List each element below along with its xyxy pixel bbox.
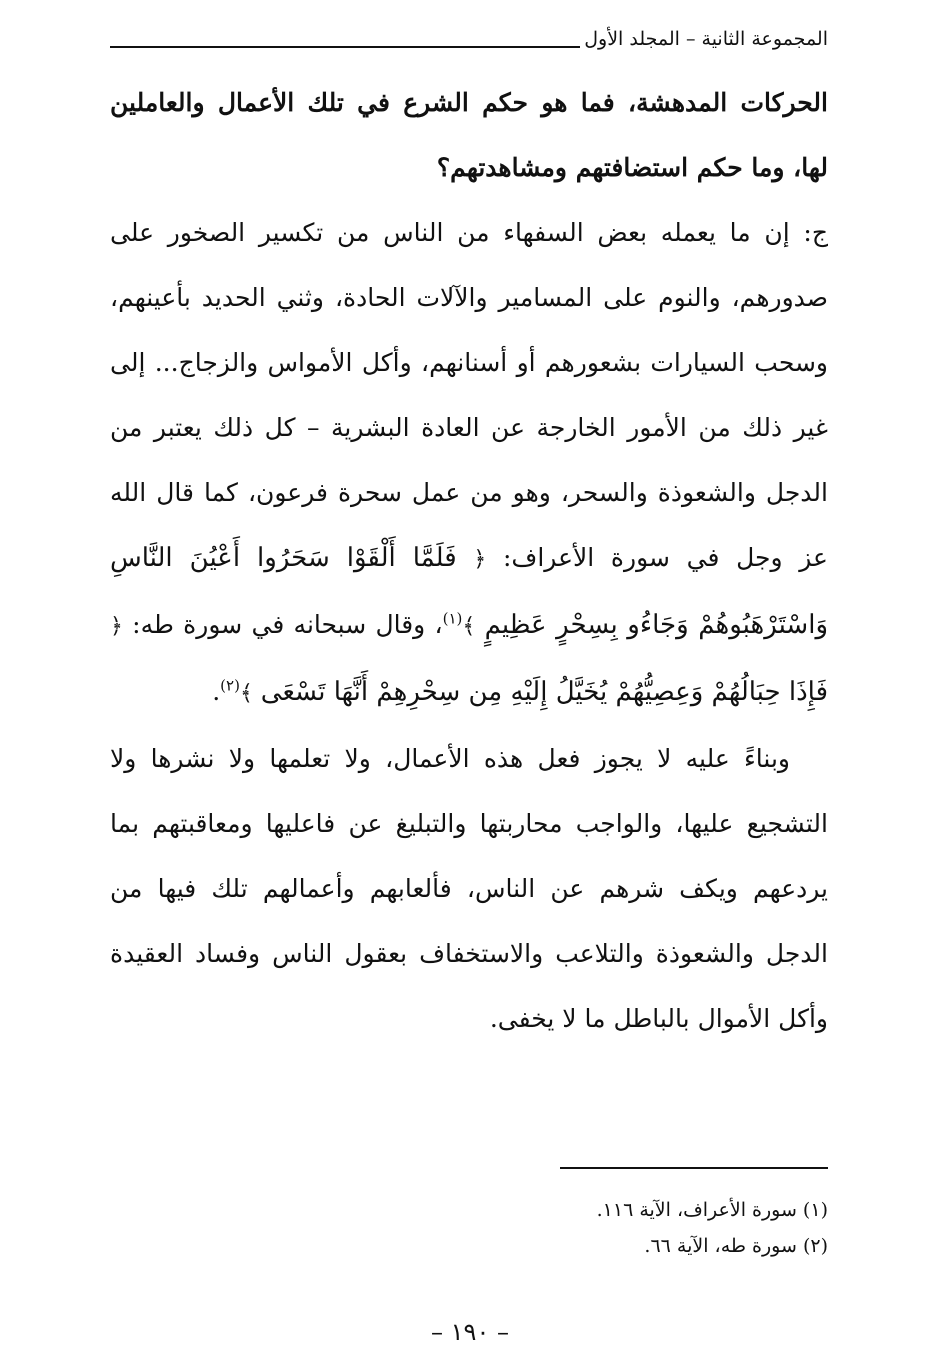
running-header xyxy=(110,12,828,52)
footnote-ref-1: (١) xyxy=(442,609,463,628)
ruling-paragraph: وبناءً عليه لا يجوز فعل هذه الأعمال، ولا تعلمها ولا نشرها ولا التشجيع عليها، والواجب محاربتها والتبليغ عن فاعليها ومعاقبتهم بما يردعهم ويكف شرهم عن الناس، فألعابهم وأعمالهم تلك فيها من الدجل والشعوذة والتلاعب والاستخفاف بعقول الناس وفساد العقيدة وأكل الأموال بالباطل ما لا يخفى. xyxy=(110,744,828,1033)
verse-close-bracket-2: ﴾ xyxy=(239,681,253,706)
verse-open-bracket-2: ﴿ xyxy=(110,614,123,639)
header-rule xyxy=(110,46,580,48)
question-text: الحركات المدهشة، فما هو حكم الشرع في تلك الأعمال والعاملين لها، وما حكم استضافتهم ومشاهدتهم؟ xyxy=(110,88,828,182)
quran-verse-2: فَإِذَا حِبَالُهُمْ وَعِصِيُّهُمْ يُخَيَّلُ إِلَيْهِ مِن سِحْرِهِمْ أَنَّهَا تَسْعَى xyxy=(260,677,828,707)
answer-text-part2: ، وقال سبحانه في سورة طه: xyxy=(122,610,443,639)
footnote-ref-2: (٢) xyxy=(220,676,240,695)
header-title: المجموعة الثانية – المجلد الأول xyxy=(584,28,828,50)
quran-verse-1: فَلَمَّا أَلْقَوْا سَحَرُوا أَعْيُنَ النَّاسِ وَاسْتَرْهَبُوهُمْ وَجَاءُو بِسِحْرٍ عَظِيمٍ xyxy=(110,543,828,640)
footnote-separator xyxy=(560,1167,828,1169)
verse-close-bracket: ﴾ xyxy=(462,614,476,639)
footnote-2: (٢) سورة طه، الآية ٦٦. xyxy=(644,1235,828,1257)
footnote-1: (١) سورة الأعراف، الآية ١١٦. xyxy=(596,1199,828,1221)
page-number: – ١٩٠ – xyxy=(431,1318,509,1346)
main-text xyxy=(110,70,828,1051)
answer-text-part1: ج: إن ما يعمله بعض السفهاء من الناس من تكسير الصخور على صدورهم، والنوم على المسامير والآلات الحادة، وثني الحديد بأعينهم، وسحب السيارات بشعورهم أو أسنانهم، وأكل الأمواس والزجاج... إلى غير ذلك من الأمور الخارجة عن العادة البشرية – كل ذلك يعتبر من الدجل والشعوذة والسحر، وهو من عمل سحرة فرعون، كما قال الله عز وجل في سورة الأعراف: xyxy=(110,218,828,572)
answer-paragraph xyxy=(110,200,828,726)
answer-text-part3: . xyxy=(212,677,221,706)
footnotes xyxy=(110,1192,828,1264)
verse-open-bracket: ﴿ xyxy=(473,547,487,572)
